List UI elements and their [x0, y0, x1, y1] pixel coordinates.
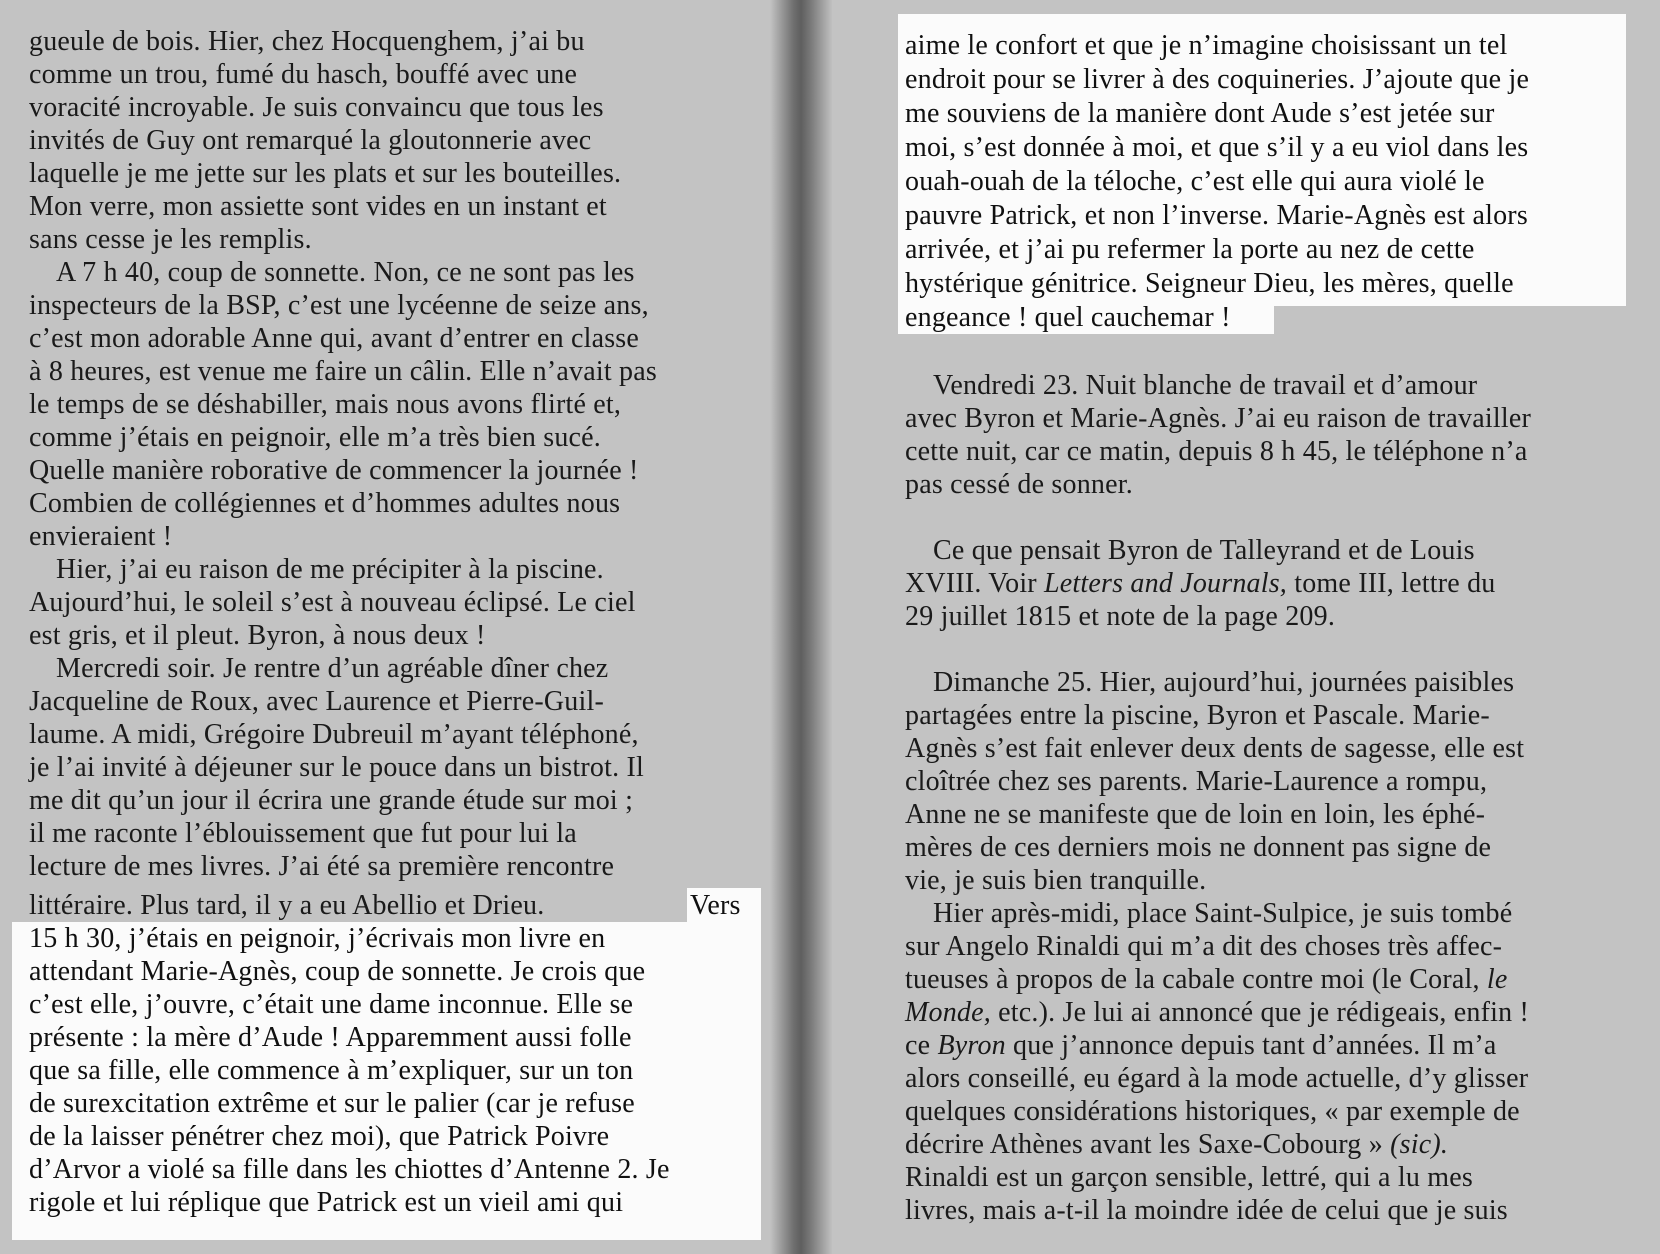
- text-line: livres, mais a-t-il la moindre idée de celui que je suis: [905, 1195, 1508, 1226]
- book-gutter: [770, 0, 832, 1254]
- text-line: 29 juillet 1815 et note de la page 209.: [905, 601, 1336, 632]
- text-line: est gris, et il pleut. Byron, à nous deux !: [29, 620, 486, 651]
- text-line: de la laisser pénétrer chez moi), que Patrick Poivre: [29, 1121, 610, 1152]
- text-line: me souviens de la manière dont Aude s’est jetée sur: [905, 98, 1495, 129]
- text-line: sans cesse je les remplis.: [29, 224, 312, 255]
- text-line: Quelle manière roborative de commencer la journée !: [29, 455, 639, 486]
- text-line: Mon verre, mon assiette sont vides en un instant et: [29, 191, 607, 222]
- text-line: vie, je suis bien tranquille.: [905, 865, 1207, 896]
- text-line: Jacqueline de Roux, avec Laurence et Pierre-Guil-: [29, 686, 604, 717]
- text-line: avec Byron et Marie-Agnès. J’ai eu raison de travailler: [905, 403, 1531, 434]
- text-run: que j’annonce depuis tant d’années. Il m’a: [1005, 1030, 1497, 1061]
- text-line: 15 h 30, j’étais en peignoir, j’écrivais mon livre en: [29, 923, 606, 954]
- text-line: Hier, j’ai eu raison de me précipiter à la piscine.: [56, 554, 604, 585]
- text-line: Vendredi 23. Nuit blanche de travail et d’amour: [933, 370, 1478, 401]
- text-line: Ce que pensait Byron de Talleyrand et de Louis: [933, 535, 1475, 566]
- text-line: sur Angelo Rinaldi qui m’a dit des choses très affec-: [905, 931, 1503, 962]
- text-run: tome III, lettre du: [1287, 568, 1496, 599]
- text-line: partagées entre la piscine, Byron et Pascale. Marie-: [905, 700, 1490, 731]
- text-line: inspecteurs de la BSP, c’est une lycéenne de seize ans,: [29, 290, 649, 321]
- text-line: comme un trou, fumé du hasch, bouffé avec une: [29, 59, 578, 90]
- text-line: c’est elle, j’ouvre, c’était une dame inconnue. Elle se: [29, 989, 634, 1020]
- text-line: engeance ! quel cauchemar !: [905, 302, 1231, 333]
- text-line: laume. A midi, Grégoire Dubreuil m’ayant téléphoné,: [29, 719, 639, 750]
- text-line: quelques considérations historiques, « par exemple de: [905, 1096, 1520, 1127]
- book-title: Letters and Journals,: [1044, 568, 1288, 599]
- text-line: [905, 568, 1496, 600]
- text-line: littéraire. Plus tard, il y a eu Abellio et Drieu.: [29, 890, 545, 921]
- text-line: cette nuit, car ce matin, depuis 8 h 45, le téléphone n’a: [905, 436, 1528, 467]
- italic-run: le: [1486, 964, 1508, 995]
- text-line: Mercredi soir. Je rentre d’un agréable dîner chez: [56, 653, 609, 684]
- text-run: ce: [905, 1030, 938, 1061]
- italic-run: (sic).: [1390, 1129, 1449, 1160]
- text-line: endroit pour se livrer à des coquineries. J’ajoute que je: [905, 64, 1530, 95]
- text-line: aime le confort et que je n’imagine choisissant un tel: [905, 30, 1508, 61]
- text-line: alors conseillé, eu égard à la mode actuelle, d’y glisser: [905, 1063, 1529, 1094]
- text-line: envieraient !: [29, 521, 173, 552]
- text-line: de surexcitation extrême et sur le palier (car je refuse: [29, 1088, 635, 1119]
- text-line: comme j’étais en peignoir, elle m’a très bien sucé.: [29, 422, 601, 453]
- text-line: lecture de mes livres. J’ai été sa première rencontre: [29, 851, 615, 882]
- text-line: rigole et lui réplique que Patrick est un vieil ami qui: [29, 1187, 624, 1218]
- text-run: décrire Athènes avant les Saxe-Cobourg »: [905, 1129, 1391, 1160]
- text-line: Anne ne se manifeste que de loin en loin, les éphé-: [905, 799, 1486, 830]
- text-line: que sa fille, elle commence à m’expliquer, sur un ton: [29, 1055, 634, 1086]
- text-line: attendant Marie-Agnès, coup de sonnette. Je crois que: [29, 956, 646, 987]
- text-line: arrivée, et j’ai pu refermer la porte au nez de cette: [905, 234, 1475, 265]
- text-line: laquelle je me jette sur les plats et sur les bouteilles.: [29, 158, 622, 189]
- text-line: voracité incroyable. Je suis convaincu que tous les: [29, 92, 604, 123]
- text-line: cloîtrée chez ses parents. Marie-Laurence a rompu,: [905, 766, 1488, 797]
- text-line: d’Arvor a violé sa fille dans les chiottes d’Antenne 2. Je: [29, 1154, 670, 1185]
- text-line: pauvre Patrick, et non l’inverse. Marie-Agnès est alors: [905, 200, 1528, 231]
- text-line: me dit qu’un jour il écrira une grande étude sur moi ;: [29, 785, 634, 816]
- text-line: pas cessé de sonner.: [905, 469, 1133, 500]
- text-line: gueule de bois. Hier, chez Hocquenghem, j’ai bu: [29, 26, 585, 57]
- text-line: le temps de se déshabiller, mais nous avons flirté et,: [29, 389, 622, 420]
- italic-run: Monde,: [905, 997, 991, 1028]
- text-line: Rinaldi est un garçon sensible, lettré, qui a lu mes: [905, 1162, 1473, 1193]
- text-line: Agnès s’est fait enlever deux dents de sagesse, elle est: [905, 733, 1525, 764]
- text-line: présente : la mère d’Aude ! Apparemment aussi folle: [29, 1022, 632, 1053]
- text-line: invités de Guy ont remarqué la gloutonnerie avec: [29, 125, 592, 156]
- text-line: Hier après-midi, place Saint-Sulpice, je suis tombé: [933, 898, 1513, 929]
- text-run: tueuses à propos de la cabale contre moi (le Coral,: [905, 964, 1487, 995]
- text-line: c’est mon adorable Anne qui, avant d’entrer en classe: [29, 323, 640, 354]
- text-line: [905, 964, 1507, 996]
- text-line: [905, 997, 1529, 1029]
- text-line: je l’ai invité à déjeuner sur le pouce dans un bistrot. Il: [29, 752, 644, 783]
- text-line: A 7 h 40, coup de sonnette. Non, ce ne sont pas les: [56, 257, 635, 288]
- text-line: Aujourd’hui, le soleil s’est à nouveau éclipsé. Le ciel: [29, 587, 636, 618]
- text-line: hystérique génitrice. Seigneur Dieu, les mères, quelle: [905, 268, 1514, 299]
- text-run: XVIII. Voir: [905, 568, 1045, 599]
- text-line: mères de ces derniers mois ne donnent pas signe de: [905, 832, 1492, 863]
- text-line: [905, 1030, 1497, 1062]
- text-line: il me raconte l’éblouissement que fut pour lui la: [29, 818, 577, 849]
- text-line: Dimanche 25. Hier, aujourd’hui, journées paisibles: [933, 667, 1515, 698]
- book-title: Byron: [937, 1030, 1006, 1061]
- text-line: moi, s’est donnée à moi, et que s’il y a eu viol dans les: [905, 132, 1529, 163]
- text-line: à 8 heures, est venue me faire un câlin. Elle n’avait pas: [29, 356, 657, 387]
- text-run: etc.). Je lui ai annoncé que je rédigeais, enfin !: [990, 997, 1530, 1028]
- text-line: [905, 1129, 1448, 1161]
- text-line: ouah-ouah de la téloche, c’est elle qui aura violé le: [905, 166, 1485, 197]
- text-line: Combien de collégiennes et d’hommes adultes nous: [29, 488, 621, 519]
- text-line: Vers: [690, 890, 741, 921]
